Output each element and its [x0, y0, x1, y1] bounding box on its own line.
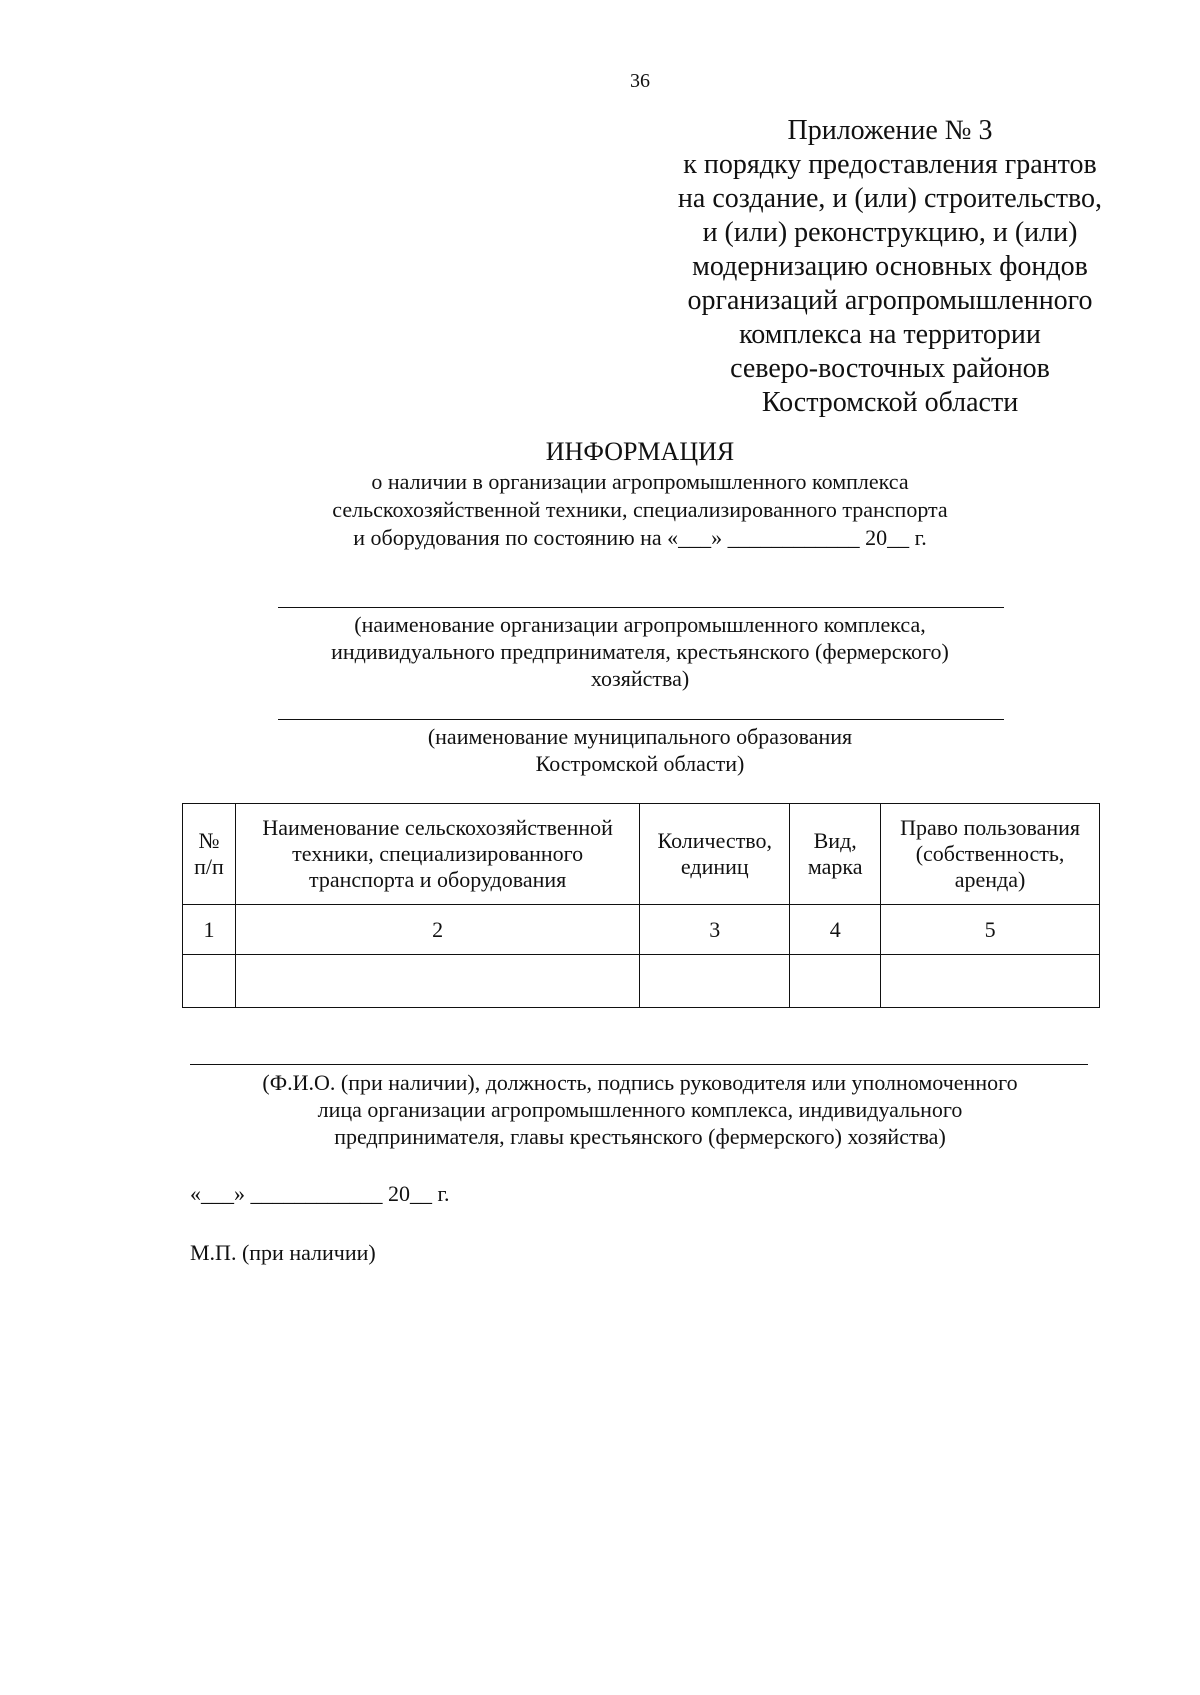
- table-cell-empty[interactable]: [235, 955, 639, 1008]
- caption-line: (наименование организации агропромышленного комплекса,: [354, 612, 926, 637]
- appendix-line: и (или) реконструкцию, и (или): [702, 217, 1078, 248]
- municipality-caption: [220, 723, 1060, 777]
- caption-line: (Ф.И.О. (при наличии), должность, подпись руководителя или уполномоченного: [262, 1070, 1018, 1095]
- table-cell: 2: [235, 905, 639, 955]
- document-title: ИНФОРМАЦИЯ: [545, 437, 735, 466]
- appendix-line: на создание, и (или) строительство,: [677, 183, 1103, 214]
- col-header-number: № п/п: [183, 804, 236, 905]
- appendix-number: Приложение № 3: [787, 115, 993, 146]
- appendix-line: северо-восточных районов: [730, 353, 1050, 384]
- organization-name-line[interactable]: [278, 607, 1004, 608]
- table-row: [183, 955, 1100, 1008]
- caption-line: лица организации агропромышленного комплекса, индивидуального: [317, 1097, 963, 1122]
- organization-caption: [220, 611, 1060, 692]
- caption-line: Костромской области): [535, 751, 745, 776]
- table-cell-empty[interactable]: [881, 955, 1100, 1008]
- info-heading: [220, 436, 1060, 552]
- municipality-name-line[interactable]: [278, 719, 1004, 720]
- col-header-usage-right: Право пользования (собственность, аренда): [881, 804, 1100, 905]
- page-number: 36: [630, 70, 650, 92]
- document-date-line: и оборудования по состоянию на «___» ____________ 20__ г.: [353, 525, 927, 550]
- signature-caption: [160, 1069, 1120, 1150]
- table-cell-empty[interactable]: [183, 955, 236, 1008]
- table-cell-empty[interactable]: [790, 955, 881, 1008]
- table-row: [183, 905, 1100, 955]
- table-cell: 5: [881, 905, 1100, 955]
- table-cell: 3: [640, 905, 790, 955]
- appendix-line: Костромской области: [761, 387, 1019, 418]
- appendix-line: к порядку предоставления грантов: [683, 149, 1097, 180]
- caption-line: хозяйства): [590, 666, 690, 691]
- table-cell-empty[interactable]: [640, 955, 790, 1008]
- document-subtitle-line: о наличии в организации агропромышленного комплекса: [371, 469, 909, 494]
- signature-date: «___» ____________ 20__ г.: [190, 1181, 450, 1206]
- appendix-line: комплекса на территории: [739, 319, 1041, 350]
- col-header-type-brand: Вид, марка: [790, 804, 881, 905]
- col-header-equipment-name: Наименование сельскохозяйственной техники, специализированного транспорта и оборудования: [235, 804, 639, 905]
- table-cell: 1: [183, 905, 236, 955]
- caption-line: индивидуального предпринимателя, крестьянского (фермерского): [331, 639, 949, 664]
- table-header-row: [183, 804, 1100, 905]
- appendix-line: организаций агропромышленного: [687, 285, 1093, 316]
- appendix-heading: [640, 114, 1140, 420]
- appendix-line: модернизацию основных фондов: [692, 251, 1088, 282]
- document-subtitle-line: сельскохозяйственной техники, специализированного транспорта: [332, 497, 948, 522]
- stamp-note: М.П. (при наличии): [190, 1240, 376, 1265]
- table-cell: 4: [790, 905, 881, 955]
- col-header-quantity: Количество, единиц: [640, 804, 790, 905]
- caption-line: (наименование муниципального образования: [427, 724, 853, 749]
- caption-line: предпринимателя, главы крестьянского (фермерского) хозяйства): [334, 1124, 946, 1149]
- signature-line[interactable]: [190, 1064, 1088, 1065]
- equipment-table: [182, 803, 1100, 1008]
